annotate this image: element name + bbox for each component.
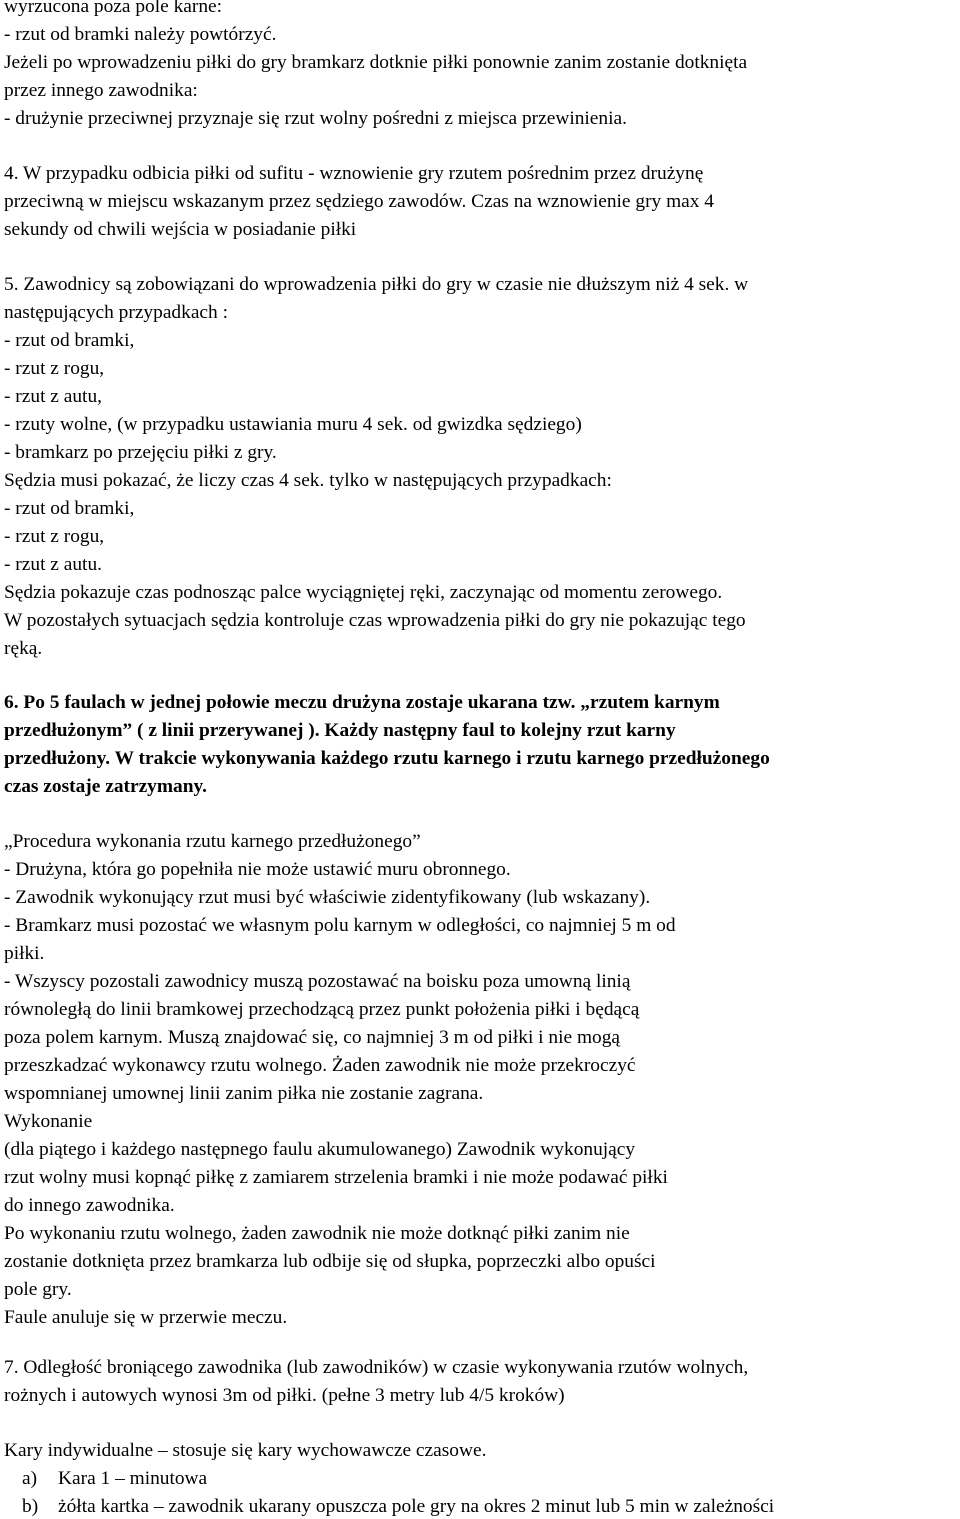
list-item: Kara 1 – minutowa <box>58 1468 208 1489</box>
text-line: zostanie dotknięta przez bramkarza lub odbije się od słupka, poprzeczki albo opuści <box>4 1251 656 1272</box>
text-line: 5. Zawodnicy są zobowiązani do wprowadzenia piłki do gry w czasie nie dłuższym niż 4 sek. w <box>4 274 749 295</box>
text-line: Po wykonaniu rzutu wolnego, żaden zawodnik nie może dotknąć piłki zanim nie <box>4 1223 630 1244</box>
text-line: Sędzia musi pokazać, że liczy czas 4 sek. tylko w następujących przypadkach: <box>4 470 612 491</box>
list-item: żółta kartka – zawodnik ukarany opuszcza pole gry na okres 2 minut lub 5 min w zależności <box>58 1496 775 1517</box>
text-line: Wykonanie <box>4 1111 93 1132</box>
text-line: rzut wolny musi kopnąć piłkę z zamiarem strzelenia bramki i nie może podawać piłki <box>4 1167 668 1188</box>
text-line: Jeżeli po wprowadzeniu piłki do gry bramkarz dotknie piłki ponownie zanim zostanie dotknięta <box>4 52 748 73</box>
text-line: - rzut od bramki, <box>4 498 135 519</box>
text-line: - rzut z autu, <box>4 386 102 407</box>
text-line: wyrzucona poza pole karne: <box>4 0 223 17</box>
text-line: - Zawodnik wykonujący rzut musi być właściwie zidentyfikowany (lub wskazany). <box>4 887 651 908</box>
text-line: Kary indywidualne – stosuje się kary wychowawcze czasowe. <box>4 1440 487 1461</box>
text-line: Faule anuluje się w przerwie meczu. <box>4 1307 288 1328</box>
text-line: pole gry. <box>4 1279 72 1300</box>
text-line: - rzuty wolne, (w przypadku ustawiania muru 4 sek. od gwizdka sędziego) <box>4 414 582 435</box>
list-marker: b) <box>22 1496 39 1517</box>
text-line: - drużynie przeciwnej przyznaje się rzut wolny pośredni z miejsca przewinienia. <box>4 108 627 129</box>
text-line: poza polem karnym. Muszą znajdować się, co najmniej 3 m od piłki i nie mogą <box>4 1027 621 1048</box>
text-line: - rzut z rogu, <box>4 358 105 379</box>
text-line: - rzut od bramki, <box>4 330 135 351</box>
text-line: 4. W przypadku odbicia piłki od sufitu - wznowienie gry rzutem pośrednim przez drużynę <box>4 163 704 184</box>
text-line: do innego zawodnika. <box>4 1195 175 1216</box>
text-line: przeciwną w miejscu wskazanym przez sędziego zawodów. Czas na wznowienie gry max 4 <box>4 191 715 212</box>
text-line: - bramkarz po przejęciu piłki z gry. <box>4 442 277 463</box>
text-line: (dla piątego i każdego następnego faulu akumulowanego) Zawodnik wykonujący <box>4 1139 636 1160</box>
text-line: - Drużyna, która go popełniła nie może ustawić muru obronnego. <box>4 859 511 880</box>
text-line: sekundy od chwili wejścia w posiadanie piłki <box>4 219 357 240</box>
text-line: W pozostałych sytuacjach sędzia kontroluje czas wprowadzenia piłki do gry nie pokazując tego <box>4 610 746 631</box>
text-line: - Bramkarz musi pozostać we własnym polu karnym w odległości, co najmniej 5 m od <box>4 915 676 936</box>
text-line: ręką. <box>4 638 43 659</box>
text-line: przeszkadzać wykonawcy rzutu wolnego. Żaden zawodnik nie może przekroczyć <box>4 1055 636 1076</box>
text-line: 7. Odległość broniącego zawodnika (lub zawodników) w czasie wykonywania rzutów wolnych, <box>4 1357 749 1378</box>
text-line-bold: 6. Po 5 faulach w jednej połowie meczu drużyna zostaje ukarana tzw. „rzutem karnym <box>4 692 720 713</box>
text-line: przez innego zawodnika: <box>4 80 198 101</box>
text-line: następujących przypadkach : <box>4 302 228 323</box>
text-line: - rzut z rogu, <box>4 526 105 547</box>
text-line: piłki. <box>4 943 45 964</box>
list-marker: a) <box>22 1468 38 1489</box>
text-line-bold: przedłużonym” ( z linii przerywanej ). Każdy następny faul to kolejny rzut karny <box>4 720 676 741</box>
text-line: „Procedura wykonania rzutu karnego przedłużonego” <box>4 831 421 852</box>
text-line: - Wszyscy pozostali zawodnicy muszą pozostawać na boisku poza umowną linią <box>4 971 631 992</box>
text-line-bold: czas zostaje zatrzymany. <box>4 776 207 797</box>
text-line: - rzut z autu. <box>4 554 102 575</box>
text-line: równoległą do linii bramkowej przechodzącą przez punkt położenia piłki i będącą <box>4 999 640 1020</box>
text-line: - rzut od bramki należy powtórzyć. <box>4 24 277 45</box>
text-line: rożnych i autowych wynosi 3m od piłki. (pełne 3 metry lub 4/5 kroków) <box>4 1385 565 1406</box>
text-line-bold: przedłużony. W trakcie wykonywania każdego rzutu karnego i rzutu karnego przedłużonego <box>4 748 770 769</box>
text-line: wspomnianej umownej linii zanim piłka nie zostanie zagrana. <box>4 1083 484 1104</box>
text-line: Sędzia pokazuje czas podnosząc palce wyciągniętej ręki, zaczynając od momentu zerowego. <box>4 582 723 603</box>
